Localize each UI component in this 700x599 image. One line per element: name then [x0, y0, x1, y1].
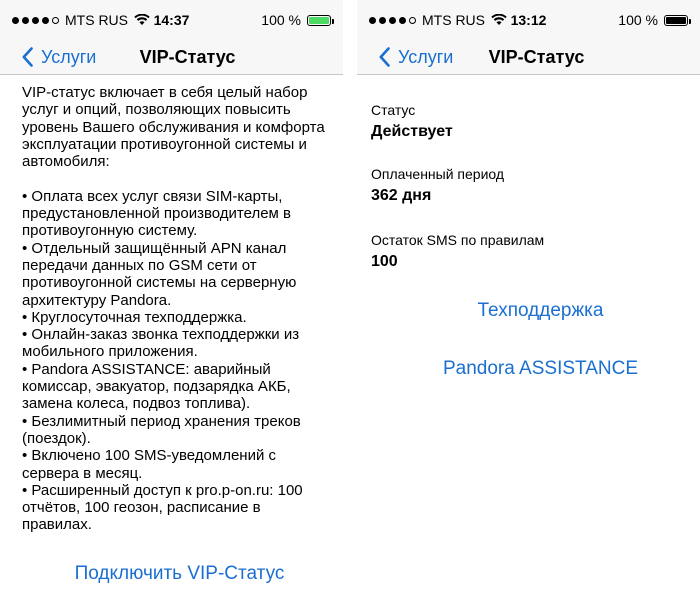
feature-item: • Онлайн-заказ звонка техподдержки из мобильного приложения.	[22, 326, 300, 361]
chevron-left-icon	[379, 47, 390, 67]
page-title: VIP-Статус	[139, 47, 236, 67]
status-bar	[357, 0, 700, 40]
status-field	[371, 102, 453, 141]
field-value: 362 дня	[371, 187, 432, 204]
paid-period-field	[371, 166, 504, 205]
nav-bar	[357, 40, 700, 75]
battery-icon	[307, 15, 331, 26]
feature-item: • Круглосуточная техподдержка.	[22, 308, 247, 326]
back-label: Услуги	[41, 46, 97, 67]
page-title: VIP-Статус	[488, 47, 585, 67]
sms-remaining-field	[371, 232, 544, 271]
battery-icon	[664, 15, 688, 26]
feature-item: • Оплата всех услуг связи SIM-карты, предустановленной производителем в противоугонную систему.	[22, 187, 292, 240]
pandora-assistance-link[interactable]: Pandora ASSISTANCE	[442, 358, 639, 379]
field-label: Оплаченный период	[371, 166, 505, 182]
back-label: Услуги	[398, 46, 454, 67]
left-screen	[0, 0, 343, 599]
connect-vip-button[interactable]: Подключить VIP-Статус	[74, 563, 285, 584]
feature-item: • Расширенный доступ к pro.p-on.ru: 100 отчётов, 100 геозон, расписание в правилах.	[22, 481, 303, 534]
status-time: 14:37	[153, 12, 190, 28]
description-spacer	[22, 170, 330, 187]
back-button[interactable]	[379, 40, 453, 74]
field-value: 100	[371, 253, 398, 270]
field-label: Статус	[371, 102, 416, 118]
description-intro: VIP-статус включает в себя целый набор услуг и опций, позволяющих повысить уровень Вашего обслуживания и комфорта эксплуатации противоугонной системы и автомобиля:	[22, 84, 325, 171]
status-bar	[0, 0, 343, 40]
nav-bar	[0, 40, 343, 75]
battery-percent: 100 %	[618, 12, 658, 28]
carrier-name: MTS RUS	[65, 12, 128, 28]
divider	[343, 0, 357, 599]
field-value: Действует	[371, 123, 453, 140]
vip-description	[22, 84, 330, 534]
carrier-name: MTS RUS	[422, 12, 485, 28]
feature-item: • Включено 100 SMS-уведомлений с сервера в месяц.	[22, 447, 276, 482]
right-screen	[357, 0, 700, 599]
support-link[interactable]: Техподдержка	[477, 300, 604, 321]
feature-item: • Pandora ASSISTANCE: аварийный комиссар, эвакуатор, подзарядка АКБ, замена колеса, подвоз топлива).	[22, 360, 291, 413]
status-time: 13:12	[510, 12, 547, 28]
feature-item: • Отдельный защищённый APN канал передачи данных по GSM сети от противоугонной системы на серверную архитектуру Pandora.	[22, 239, 297, 309]
feature-item: • Безлимитный период хранения треков (поездок).	[22, 412, 301, 447]
chevron-left-icon	[22, 47, 33, 67]
battery-percent: 100 %	[261, 12, 301, 28]
field-label: Остаток SMS по правилам	[371, 232, 545, 248]
back-button[interactable]	[22, 40, 96, 74]
